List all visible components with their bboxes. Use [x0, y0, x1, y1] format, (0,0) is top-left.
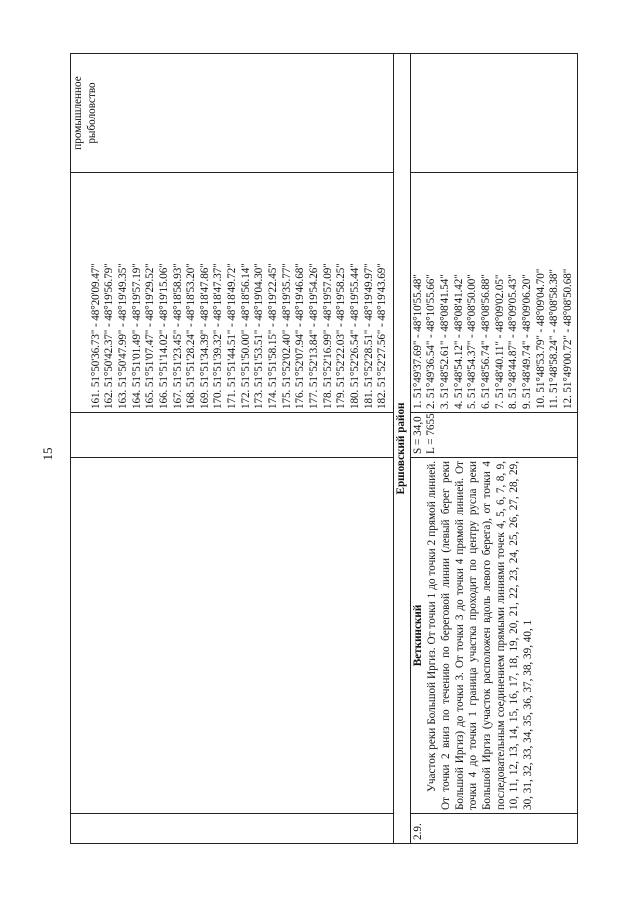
coordinate-point: 176. 51°52'07.94" - 48°19'46.68" [294, 263, 307, 409]
coordinate-point: 170. 51°51'39.32" - 48°18'47.37" [212, 263, 225, 409]
coordinate-point: 1. 51°49'37.69" - 48°10'55.48" [411, 274, 424, 409]
coordinates-list [90, 176, 390, 409]
district-row [394, 54, 411, 844]
coordinate-point: 172. 51°51'50.00" - 48°18'56.14" [239, 263, 252, 409]
coordinate-point: 174. 51°51'58.15" - 48°19'22.45" [267, 263, 280, 409]
area-description: Участок реки Большой Иргиз. От точки 1 до точки 2 прямой линией. От точки 2 вниз по течению по береговой линии (левый берег реки Большой Иргиз) до точки 3. От точки 3 до точки 4 прямой линией. От точки 4 до точки 1 граница участка проходит по центру русла реки Большой Иргиз (участок расположен вдоль левого берега), от точки 4 последовательным соединением прямыми линиями точек 4, 5, 6, 7, 8, 9, 10, 11, 12, 13, 14, 15, 16, 17, 18, 19, 20, 21, 22, 23, 24, 25, 26, 27, 28, 29, 30, 31, 32, 33, 34, 35, 36, 37, 38, 39, 40, 1 [426, 461, 534, 810]
district-heading: Ершовский район [394, 54, 411, 844]
coordinate-point: 2. 51°49'36.54" - 48°10'55.66" [425, 274, 438, 409]
coordinate-point: 5. 51°48'54.37" - 48°08'50.00" [466, 274, 479, 409]
rotated-page-content [70, 54, 574, 844]
coordinates-cell [410, 173, 577, 413]
length-value: L = 7655 [425, 413, 438, 454]
coordinate-point: 181. 51°52'28.51" - 48°19'49.97" [362, 263, 375, 409]
area-name: Веткинский [411, 604, 424, 667]
coordinate-point: 177. 51°52'13.84" - 48°19'54.26" [308, 263, 321, 409]
number-cell-empty [71, 814, 394, 844]
coordinates-cell [71, 173, 394, 413]
coordinate-point: 169. 51°51'34.39" - 48°18'47.86" [198, 263, 211, 409]
coordinate-point: 168. 51°51'28.24" - 48°18'53.20" [185, 263, 198, 409]
coordinate-point: 11. 51°48'58.24" - 48°08'58.38" [548, 269, 561, 409]
coordinate-point: 171. 51°51'44.51" - 48°18'49.72" [226, 263, 239, 409]
coordinate-point: 163. 51°50'47.99" - 48°19'49.35" [116, 263, 129, 409]
area-value: S = 34,0 [411, 416, 424, 454]
coordinate-point: 166. 51°51'14.02" - 48°19'15.06" [157, 263, 170, 409]
coordinate-point: 182. 51°52'27.56" - 48°19'43.69" [376, 263, 389, 409]
fishing-areas-table [70, 53, 578, 844]
coordinate-point: 161. 51°50'36.73" - 48°20'09.47" [89, 263, 102, 409]
description-cell-empty [71, 458, 394, 814]
coordinate-point: 162. 51°50'42.37" - 48°19'56.79" [103, 263, 116, 409]
coordinate-point: 9. 51°48'49.74" - 48°09'06.20" [520, 274, 533, 409]
coordinate-point: 179. 51°52'22.03" - 48°19'58.25" [335, 263, 348, 409]
coordinate-point: 10. 51°48'53.79" - 48°09'04.70" [534, 268, 547, 409]
coordinate-point: 165. 51°51'07.47" - 48°19'29.52" [144, 263, 157, 409]
coordinate-point: 7. 51°48'40.11" - 48°09'02.05" [493, 274, 506, 409]
area-cell-empty [71, 413, 394, 458]
use-cell [71, 54, 394, 173]
use-cell-empty [410, 54, 577, 173]
use-type: промышленное рыболовство [72, 76, 98, 150]
page-number: 15 [40, 447, 55, 461]
coordinate-point: 6. 51°48'56.74" - 48°08'56.88" [479, 274, 492, 409]
coordinate-point: 173. 51°51'53.51" - 48°19'04.30" [253, 263, 266, 409]
coordinate-point: 12. 51°49'00.72" - 48°08'50.68" [561, 268, 574, 409]
area-cell [410, 413, 577, 458]
coordinate-point: 167. 51°51'23.45" - 48°18'58.93" [171, 263, 184, 409]
coordinate-point: 178. 51°52'16.99" - 48°19'57.09" [321, 263, 334, 409]
coordinate-point: 8. 51°48'44.87" - 48°09'05.43" [507, 274, 520, 409]
entry-number: 2.9. [410, 814, 577, 844]
table-row [410, 54, 577, 844]
coordinate-point: 3. 51°48'52.61" - 48°08'41.54" [438, 274, 451, 409]
coordinate-point: 175. 51°52'02.40" - 48°19'35.77" [280, 263, 293, 409]
coordinate-point: 164. 51°51'01.49" - 48°19'57.19" [130, 263, 143, 409]
coordinates-list [412, 176, 576, 409]
table-row [71, 54, 394, 844]
coordinate-point: 180. 51°52'26.54" - 48°19'55.44" [349, 263, 362, 409]
description-cell [410, 458, 577, 814]
coordinate-point: 4. 51°48'54.12" - 48°08'41.42" [452, 274, 465, 409]
